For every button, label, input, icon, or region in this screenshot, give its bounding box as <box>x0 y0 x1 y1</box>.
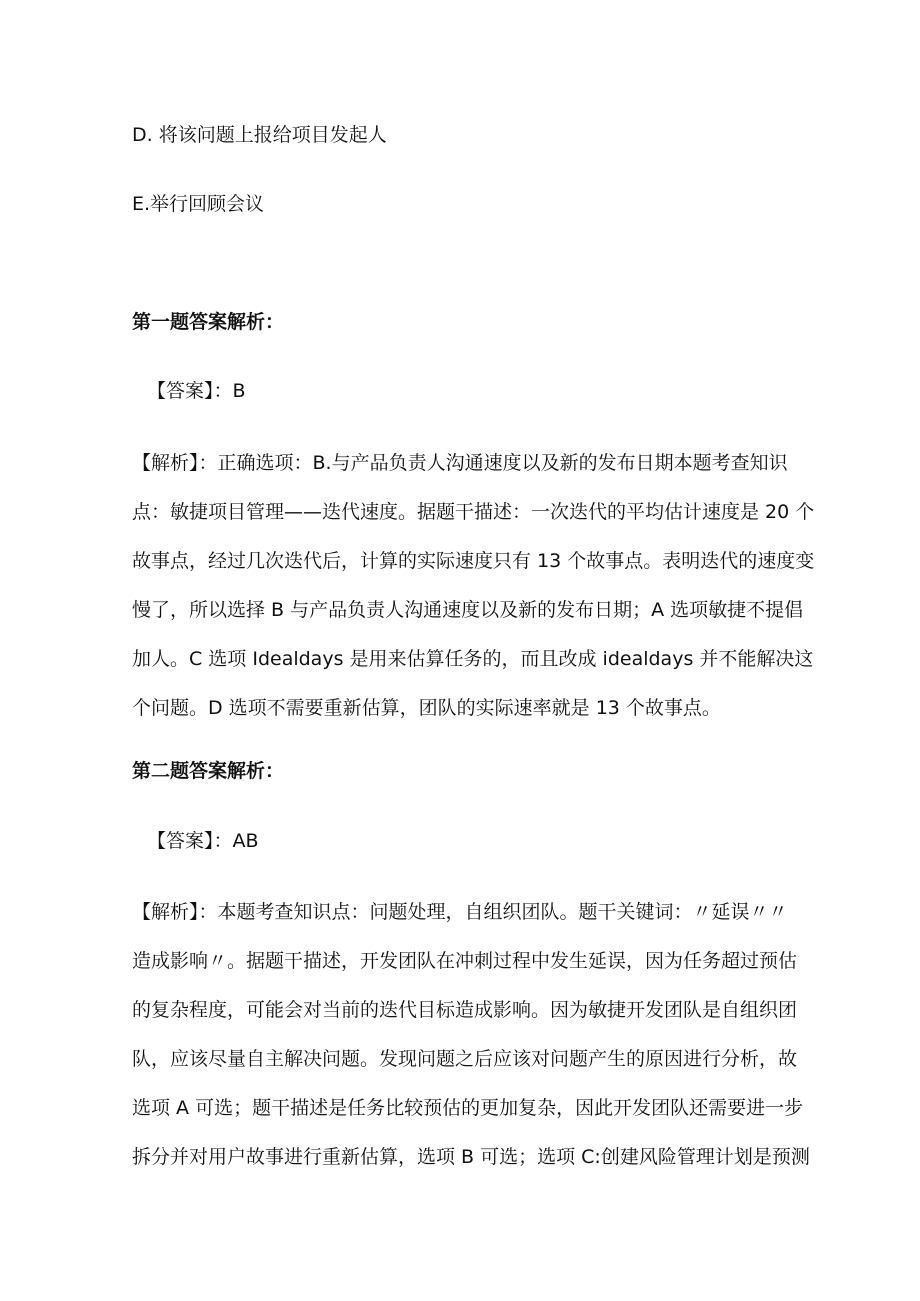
option-e: E.举行回顾会议 <box>132 193 265 215</box>
q1-analysis <box>132 439 815 733</box>
q2-analysis-line: 造成影响〃。据题干描述，开发团队在冲刺过程中发生延误，因为任务超过预估 <box>132 950 798 972</box>
option-d: D. 将该问题上报给项目发起人 <box>132 124 387 146</box>
q1-analysis-line: 加人。C 选项 Idealdays 是用来估算任务的，而且改成 idealdays 并不能解决这 <box>132 648 814 670</box>
q2-analysis <box>132 888 810 1182</box>
q1-analysis-line: 慢了，所以选择 B 与产品负责人沟通速度以及新的发布日期；A 选项敏捷不提倡 <box>132 599 804 621</box>
q2-analysis-line: 拆分并对用户故事进行重新估算，选项 B 可选；选项 C:创建风险管理计划是预测 <box>132 1146 810 1168</box>
q2-analysis-line: 选项 A 可选；题干描述是任务比较预估的更加复杂，因此开发团队还需要进一步 <box>132 1097 804 1119</box>
q2-analysis-line: 队，应该尽量自主解决问题。发现问题之后应该对问题产生的原因进行分析，故 <box>132 1048 798 1070</box>
q2-analysis-line: 【解析】：本题考查知识点：问题处理，自组织团队。题干关键词：〃延误〃〃 <box>132 901 788 923</box>
q1-analysis-line: 【解析】：正确选项：B.与产品负责人沟通速度以及新的发布日期本题考查知识 <box>132 452 788 474</box>
q1-answer: 【答案】：B <box>147 380 246 402</box>
q1-analysis-line: 个问题。D 选项不需要重新估算，团队的实际速率就是 13 个故事点。 <box>132 697 721 719</box>
q1-analysis-line: 故事点，经过几次迭代后，计算的实际速度只有 13 个故事点。表明迭代的速度变 <box>132 550 815 572</box>
q2-analysis-line: 的复杂程度，可能会对当前的迭代目标造成影响。因为敏捷开发团队是自组织团 <box>132 999 798 1021</box>
q2-answer: 【答案】：AB <box>147 830 259 852</box>
q1-analysis-line: 点：敏捷项目管理——迭代速度。据题干描述：一次迭代的平均估计速度是 20 个 <box>132 501 815 523</box>
q2-heading: 第二题答案解析： <box>132 760 285 782</box>
q1-heading: 第一题答案解析： <box>132 311 285 333</box>
